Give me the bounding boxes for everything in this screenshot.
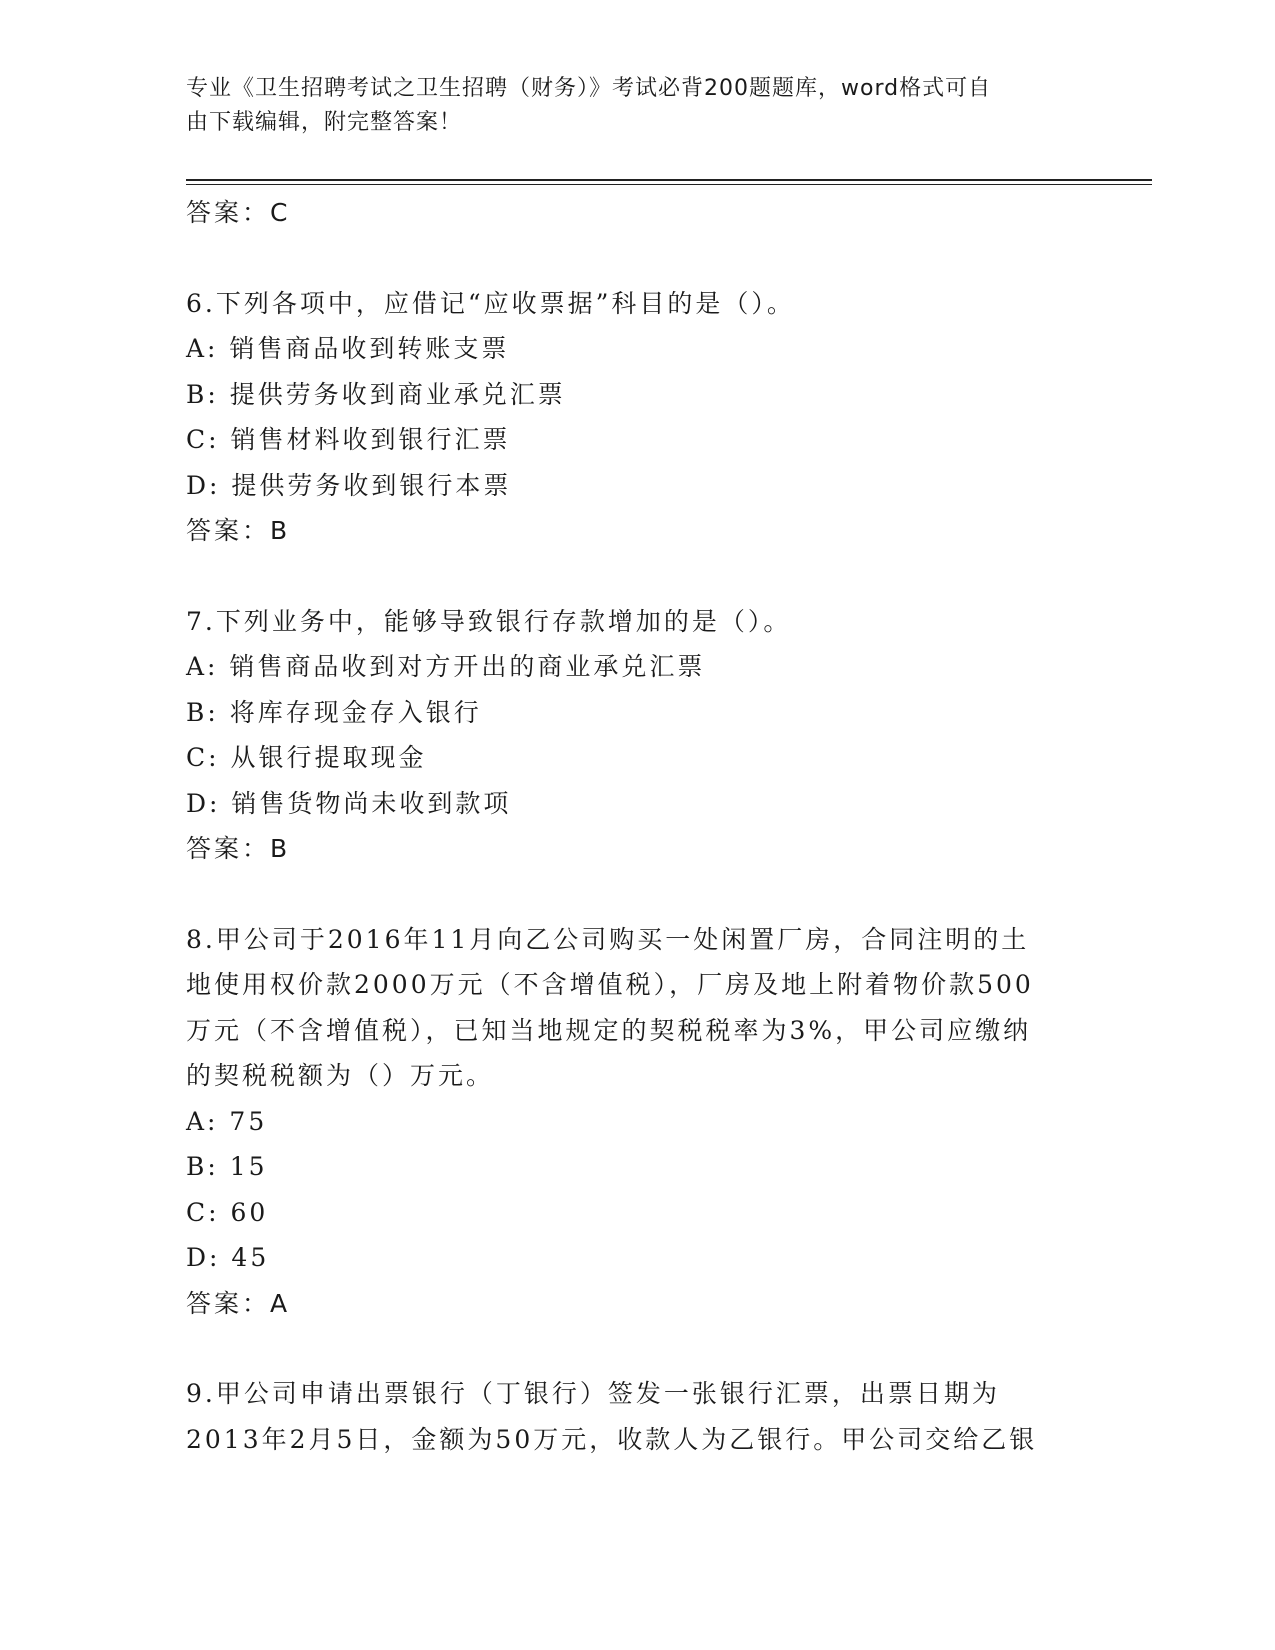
spacer xyxy=(186,554,1086,599)
question-8-text-line-4: 的契税税额为（）万元。 xyxy=(186,1061,495,1090)
header-line-1: 专业《卫生招聘考试之卫生招聘（财务）》考试必背200题题库，word格式可自 xyxy=(186,76,992,101)
question-7-answer: 答案：B xyxy=(186,834,291,863)
question-9-text-line-1: 9.甲公司申请出票银行（丁银行）签发一张银行汇票，出票日期为 xyxy=(186,1379,1000,1408)
question-9 xyxy=(186,1371,1086,1462)
question-7-option-a: A: 销售商品收到对方开出的商业承兑汇票 xyxy=(186,652,706,681)
question-8-option-c: C: 60 xyxy=(186,1197,269,1227)
question-9-text-line-2: 2013年2月5日，金额为50万元，收款人为乙银行。甲公司交给乙银 xyxy=(186,1424,1038,1454)
question-7 xyxy=(186,599,1086,872)
question-6-option-d: D: 提供劳务收到银行本票 xyxy=(186,470,512,500)
spacer xyxy=(186,236,1086,281)
spacer xyxy=(186,872,1086,917)
question-8-text-line-1: 8.甲公司于2016年11月向乙公司购买一处闲置厂房，合同注明的土 xyxy=(186,924,1030,954)
question-8-text-line-2: 地使用权价款2000万元（不含增值税），厂房及地上附着物价款500 xyxy=(186,970,1034,999)
header-divider-thick xyxy=(186,179,1152,181)
question-8 xyxy=(186,917,1086,1327)
question-6-option-c: C: 销售材料收到银行汇票 xyxy=(186,425,511,454)
question-list xyxy=(186,190,1086,1462)
question-7-text: 7.下列业务中，能够导致银行存款增加的是（）。 xyxy=(186,606,792,636)
question-8-option-b: B: 15 xyxy=(186,1152,268,1181)
question-6 xyxy=(186,281,1086,554)
question-6-option-a: A: 销售商品收到转账支票 xyxy=(186,334,510,363)
document-header xyxy=(186,72,1066,140)
question-7-option-d: D: 销售货物尚未收到款项 xyxy=(186,788,512,818)
question-6-text: 6.下列各项中，应借记“应收票据”科目的是（）。 xyxy=(186,288,795,318)
question-6-answer: 答案：B xyxy=(186,516,291,545)
question-8-text-line-3: 万元（不含增值税），已知当地规定的契税税率为3%，甲公司应缴纳 xyxy=(186,1015,1032,1045)
question-8-answer: 答案：A xyxy=(186,1288,291,1318)
question-7-option-b: B: 将库存现金存入银行 xyxy=(186,697,482,727)
question-6-option-b: B: 提供劳务收到商业承兑汇票 xyxy=(186,379,566,409)
previous-answer: 答案：C xyxy=(186,198,291,227)
question-8-option-a: A: 75 xyxy=(186,1106,268,1136)
header-line-2: 由下载编辑，附完整答案！ xyxy=(186,110,463,135)
spacer xyxy=(186,1326,1086,1371)
header-divider-thin xyxy=(186,184,1152,185)
question-8-option-d: D: 45 xyxy=(186,1243,270,1272)
question-7-option-c: C: 从银行提取现金 xyxy=(186,743,427,772)
